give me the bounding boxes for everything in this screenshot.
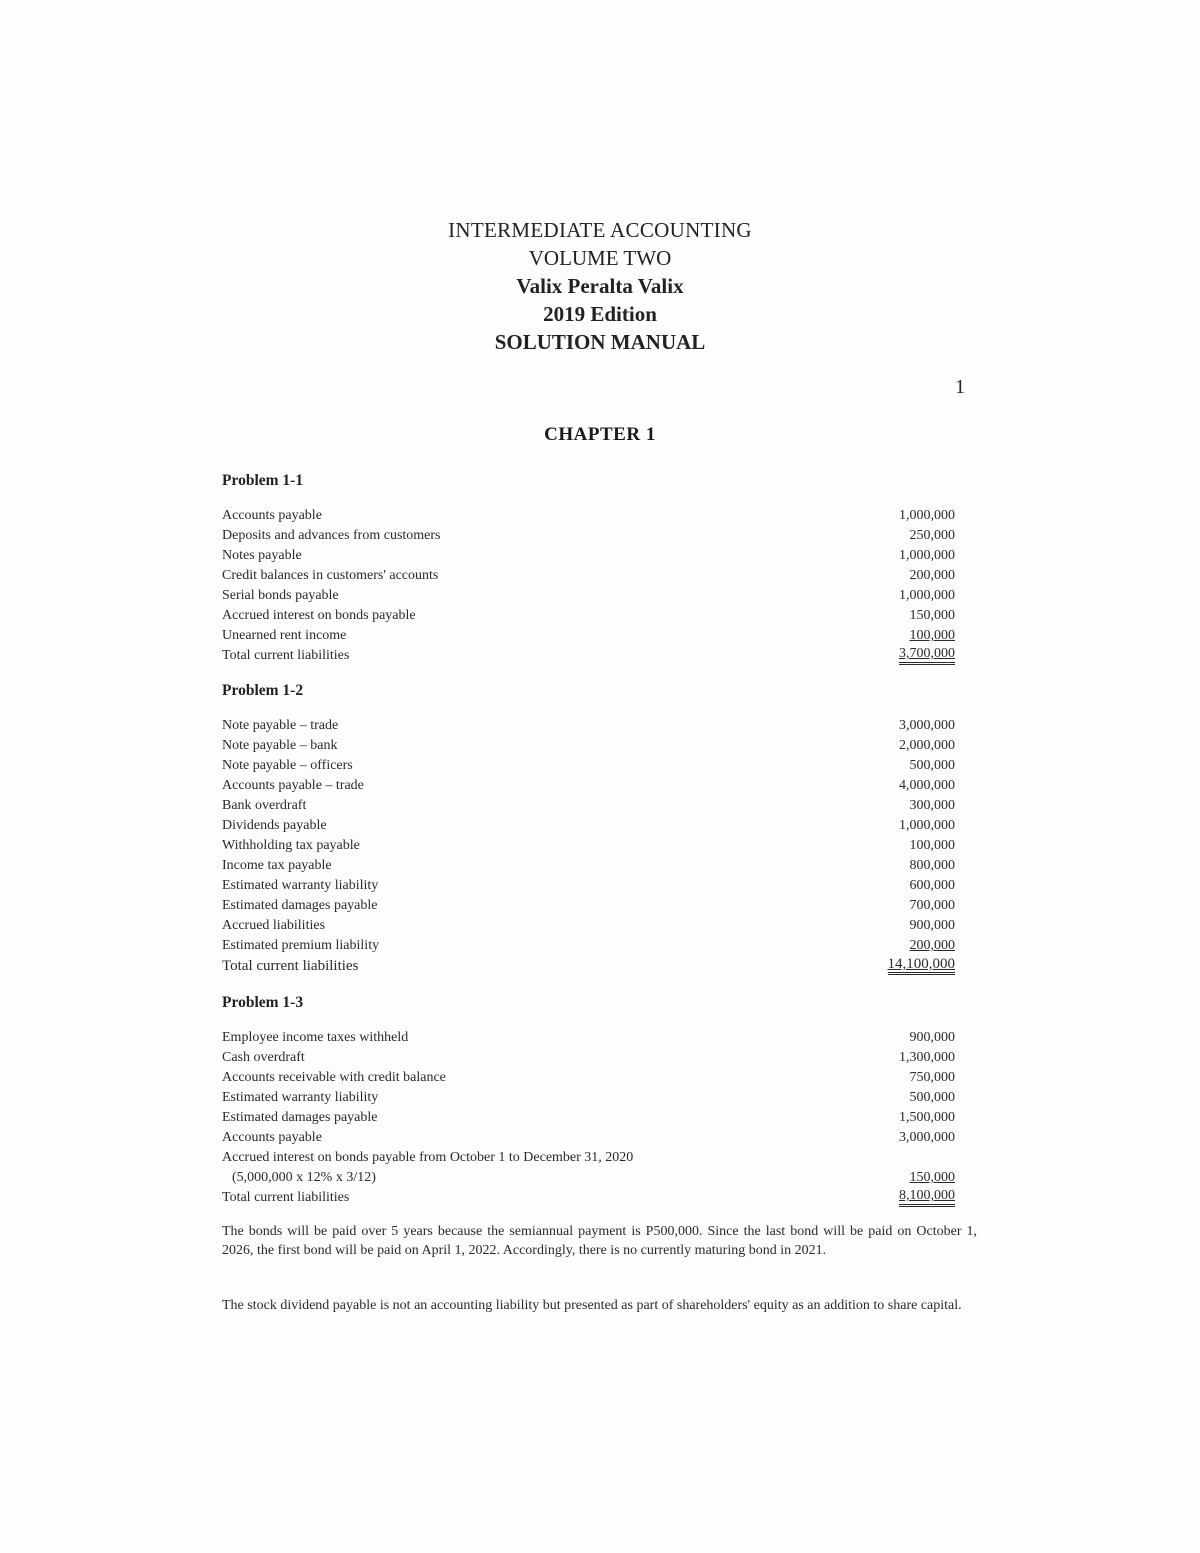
table-row	[222, 506, 955, 526]
row-label: Estimated damages payable	[222, 898, 378, 913]
row-label: Note payable – trade	[222, 718, 339, 733]
row-label: Accrued interest on bonds payable from October 1 to December 31, 2020	[222, 1150, 634, 1165]
row-label: Serial bonds payable	[222, 588, 339, 603]
row-total-value: 8,100,000	[899, 1188, 955, 1207]
row-value: 150,000	[909, 1170, 955, 1185]
row-value: 200,000	[909, 938, 955, 953]
row-value: 300,000	[909, 798, 955, 813]
explanation-paragraph: The stock dividend payable is not an accounting liability but presented as part of shareholders' equity as an addition to share capital.	[222, 1298, 962, 1313]
table-row	[222, 1048, 955, 1068]
chapter-title: CHAPTER 1	[544, 424, 656, 445]
row-value: 100,000	[909, 628, 955, 643]
row-label: Income tax payable	[222, 858, 332, 873]
row-label: Accrued liabilities	[222, 918, 326, 933]
row-value: 3,000,000	[899, 718, 955, 733]
row-label: Estimated warranty liability	[222, 1090, 379, 1105]
page-number: 1	[955, 376, 965, 398]
row-label: Note payable – bank	[222, 738, 338, 753]
table-row	[222, 816, 955, 836]
explanation-paragraph: The bonds will be paid over 5 years because the semiannual payment is P500,000. Since the last bond will be paid on October 1, 2026, the first bond will be paid on April 1, 2022. Accordingly, there is no currently maturing bond in 2021.	[222, 1224, 977, 1258]
row-value: 1,000,000	[899, 548, 955, 563]
table-row-total	[222, 956, 955, 976]
row-label: Employee income taxes withheld	[222, 1030, 409, 1045]
table-row	[222, 916, 955, 936]
table-row	[222, 1068, 955, 1088]
row-total-value: 3,700,000	[899, 646, 955, 665]
table-row	[222, 626, 955, 646]
problem-1-3-table	[222, 1028, 955, 1208]
row-label: Estimated damages payable	[222, 1110, 378, 1125]
row-total-value: 14,100,000	[888, 956, 956, 975]
header-authors: Valix Peralta Valix	[516, 274, 684, 298]
table-row	[222, 526, 955, 546]
row-label: Bank overdraft	[222, 798, 307, 813]
row-value: 250,000	[909, 528, 955, 543]
row-value: 750,000	[909, 1070, 955, 1085]
table-row	[222, 936, 955, 956]
table-row	[222, 856, 955, 876]
row-value: 500,000	[909, 758, 955, 773]
table-row	[222, 566, 955, 586]
row-label: Estimated warranty liability	[222, 878, 379, 893]
row-label: Deposits and advances from customers	[222, 528, 441, 543]
table-row	[222, 586, 955, 606]
row-value: 200,000	[909, 568, 955, 583]
table-row	[222, 736, 955, 756]
row-label: Notes payable	[222, 548, 302, 563]
row-label: Unearned rent income	[222, 628, 347, 643]
problem-title: Problem 1-1	[222, 472, 304, 489]
row-label: Accrued interest on bonds payable	[222, 608, 416, 623]
table-row-total	[222, 646, 955, 666]
row-label: Total current liabilities	[222, 1190, 350, 1205]
row-label: (5,000,000 x 12% x 3/12)	[232, 1170, 376, 1185]
row-value: 900,000	[909, 1030, 955, 1045]
header-manual: SOLUTION MANUAL	[494, 330, 706, 354]
table-row	[222, 1168, 955, 1188]
row-label: Accounts payable	[222, 508, 322, 523]
table-row	[222, 606, 955, 626]
table-row	[222, 756, 955, 776]
row-label: Total current liabilities	[222, 648, 350, 663]
table-row	[222, 1088, 955, 1108]
row-label: Cash overdraft	[222, 1050, 305, 1065]
table-row	[222, 876, 955, 896]
header-edition: 2019 Edition	[543, 302, 657, 326]
table-row	[222, 896, 955, 916]
row-label: Accounts payable	[222, 1130, 322, 1145]
row-value: 800,000	[909, 858, 955, 873]
document-header	[0, 216, 1200, 356]
row-label: Note payable – officers	[222, 758, 353, 773]
table-row	[222, 1148, 955, 1168]
row-label: Credit balances in customers' accounts	[222, 568, 439, 583]
table-row	[222, 776, 955, 796]
table-row	[222, 716, 955, 736]
table-row	[222, 796, 955, 816]
row-label: Total current liabilities	[222, 958, 359, 974]
row-label: Dividends payable	[222, 818, 327, 833]
header-volume: VOLUME TWO	[528, 246, 672, 270]
row-value: 2,000,000	[899, 738, 955, 753]
row-value: 900,000	[909, 918, 955, 933]
table-row	[222, 1108, 955, 1128]
header-title: INTERMEDIATE ACCOUNTING	[448, 218, 752, 242]
row-value: 1,300,000	[899, 1050, 955, 1065]
row-value: 1,000,000	[899, 818, 955, 833]
problem-title: Problem 1-3	[222, 994, 304, 1011]
row-label: Withholding tax payable	[222, 838, 360, 853]
row-value: 100,000	[909, 838, 955, 853]
row-value: 1,000,000	[899, 508, 955, 523]
table-row	[222, 1128, 955, 1148]
row-value: 150,000	[909, 608, 955, 623]
row-label: Estimated premium liability	[222, 938, 380, 953]
table-row	[222, 836, 955, 856]
table-row	[222, 1028, 955, 1048]
row-label: Accounts receivable with credit balance	[222, 1070, 446, 1085]
problem-title: Problem 1-2	[222, 682, 304, 699]
row-value: 500,000	[909, 1090, 955, 1105]
row-value: 3,000,000	[899, 1130, 955, 1145]
problem-1-1-table	[222, 506, 955, 666]
row-value: 1,500,000	[899, 1110, 955, 1125]
problem-1-2-table	[222, 716, 955, 976]
row-value: 1,000,000	[899, 588, 955, 603]
table-row	[222, 546, 955, 566]
table-row-total	[222, 1188, 955, 1208]
row-label: Accounts payable – trade	[222, 778, 364, 793]
row-value: 600,000	[909, 878, 955, 893]
row-value: 700,000	[909, 898, 955, 913]
row-value: 4,000,000	[899, 778, 955, 793]
